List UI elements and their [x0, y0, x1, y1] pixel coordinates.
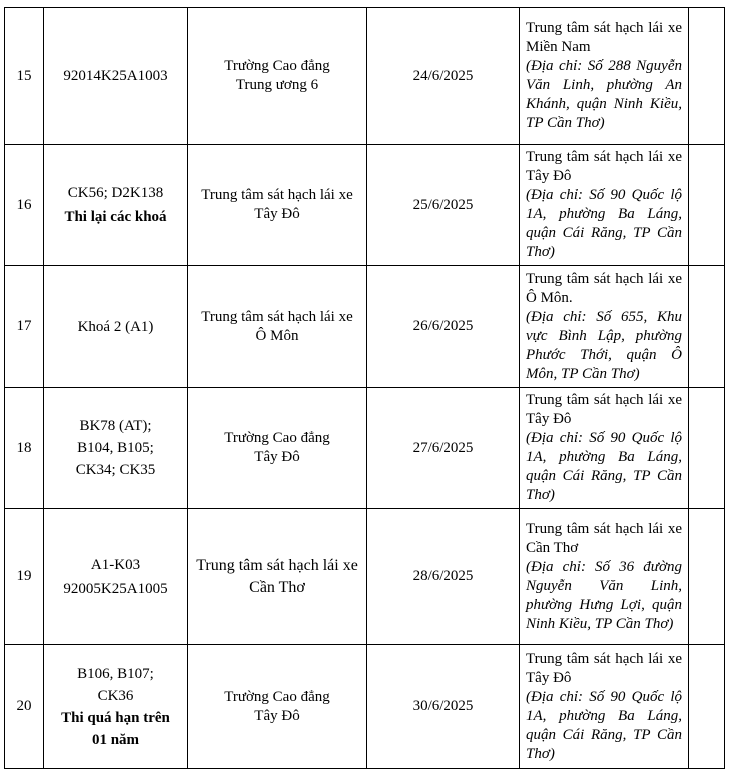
- note-cell: [689, 388, 725, 509]
- table-row: [5, 266, 725, 388]
- training-venue: Trung tâm sát hạch lái xe Cần Thơ: [196, 556, 358, 596]
- venue-cell: [188, 388, 367, 509]
- test-center-cell: [520, 145, 689, 266]
- row-number: 18: [5, 388, 44, 509]
- exam-date: 28/6/2025: [367, 509, 520, 645]
- exam-type-note: 01 năm: [91, 731, 140, 748]
- row-number: 20: [5, 645, 44, 769]
- training-venue: Trường Cao đẳng Tây Đô: [224, 688, 330, 724]
- test-center-name: Trung tâm sát hạch lái xe Tây Đô: [526, 149, 682, 184]
- test-center-address: (Địa chỉ: Số 36 đường Nguyễn Văn Linh, phường Hưng Lợi, quận Ninh Kiều, TP Cần Thơ): [526, 558, 682, 632]
- table-row: [5, 145, 725, 266]
- course-code: B104, B105;: [77, 440, 154, 456]
- exam-type-note: Thi lại các khoá: [64, 209, 167, 225]
- course-code: 92005K25A1005: [63, 580, 168, 597]
- course-code: 92014K25A1003: [63, 68, 168, 84]
- note-cell: [689, 266, 725, 388]
- venue-cell: [188, 509, 367, 645]
- course-code: CK34; CK35: [75, 462, 156, 478]
- note-cell: [689, 509, 725, 645]
- note-cell: [689, 645, 725, 769]
- venue-cell: [188, 645, 367, 769]
- venue-cell: [188, 266, 367, 388]
- note-cell: [689, 8, 725, 145]
- test-center-name: Trung tâm sát hạch lái xe Miền Nam: [526, 20, 682, 55]
- test-center-cell: [520, 266, 689, 388]
- test-center-cell: [520, 645, 689, 769]
- row-number: 16: [5, 145, 44, 266]
- course-code: A1-K03: [90, 556, 141, 573]
- exam-type-note: Thi quá hạn trên: [61, 709, 170, 726]
- test-center-name: Trung tâm sát hạch lái xe Tây Đô: [526, 650, 682, 686]
- test-center-address: (Địa chỉ: Số 90 Quốc lộ 1A, phường Ba Láng, quận Cái Răng, TP Cần Thơ): [526, 187, 682, 260]
- table-row: [5, 8, 725, 145]
- table-row: [5, 388, 725, 509]
- exam-date: 24/6/2025: [367, 8, 520, 145]
- table-row: [5, 509, 725, 645]
- test-center-address: (Địa chỉ: Số 288 Nguyễn Văn Linh, phường An Khánh, quận Ninh Kiều, TP Cần Thơ): [526, 58, 682, 131]
- note-cell: [689, 145, 725, 266]
- exam-date: 25/6/2025: [367, 145, 520, 266]
- table-row: [5, 645, 725, 769]
- course-code: B106, B107;: [77, 665, 154, 682]
- course-code: BK78 (AT);: [79, 418, 152, 434]
- venue-cell: [188, 8, 367, 145]
- test-center-address: (Địa chỉ: Số 655, Khu vực Bình Lập, phường Phước Thới, quận Ô Môn, TP Cần Thơ): [526, 308, 682, 382]
- row-number: 17: [5, 266, 44, 388]
- exam-schedule-body: [5, 8, 725, 769]
- course-code-cell: [44, 8, 188, 145]
- test-center-cell: [520, 509, 689, 645]
- course-code-cell: [44, 509, 188, 645]
- course-code: CK36: [97, 687, 134, 704]
- training-venue: Trung tâm sát hạch lái xe Ô Môn: [201, 308, 353, 344]
- test-center-cell: [520, 388, 689, 509]
- venue-cell: [188, 145, 367, 266]
- test-center-address: (Địa chỉ: Số 90 Quốc lộ 1A, phường Ba Láng, quận Cái Răng, TP Cần Thơ): [526, 430, 682, 503]
- course-code: CK56; D2K138: [67, 185, 164, 201]
- training-venue: Trung tâm sát hạch lái xe Tây Đô: [201, 187, 353, 222]
- test-center-address: (Địa chỉ: Số 90 Quốc lộ 1A, phường Ba Láng, quận Cái Răng, TP Cần Thơ): [526, 688, 682, 762]
- course-code-cell: [44, 645, 188, 769]
- exam-date: 30/6/2025: [367, 645, 520, 769]
- exam-date: 27/6/2025: [367, 388, 520, 509]
- test-center-cell: [520, 8, 689, 145]
- training-venue: Trường Cao đẳng Trung ương 6: [224, 58, 330, 93]
- exam-date: 26/6/2025: [367, 266, 520, 388]
- test-center-name: Trung tâm sát hạch lái xe Tây Đô: [526, 392, 682, 427]
- test-center-name: Trung tâm sát hạch lái xe Ô Môn.: [526, 270, 682, 306]
- course-code-cell: [44, 145, 188, 266]
- course-code-cell: [44, 266, 188, 388]
- course-code: Khoá 2 (A1): [77, 318, 154, 335]
- course-code-cell: [44, 388, 188, 509]
- row-number: 15: [5, 8, 44, 145]
- exam-schedule-table: [4, 7, 725, 769]
- row-number: 19: [5, 509, 44, 645]
- test-center-name: Trung tâm sát hạch lái xe Cần Thơ: [526, 520, 682, 556]
- training-venue: Trường Cao đẳng Tây Đô: [224, 430, 330, 465]
